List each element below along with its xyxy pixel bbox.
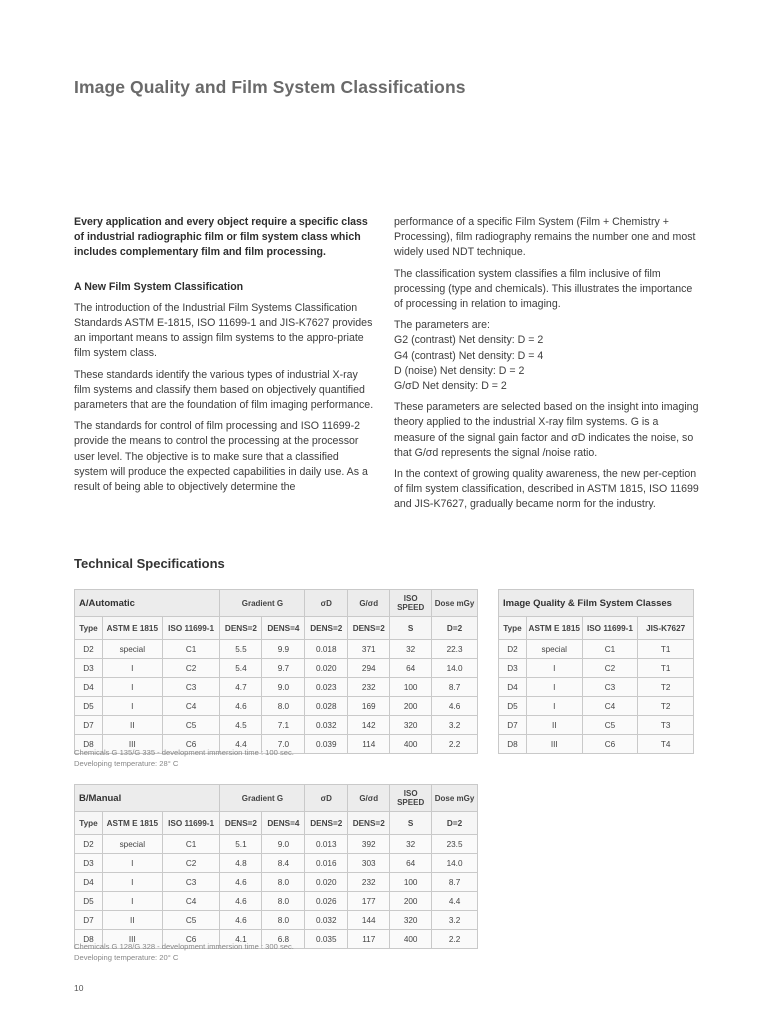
right-column xyxy=(394,215,699,519)
table-cell: 3.2 xyxy=(432,716,478,735)
col-header: JIS-K7627 xyxy=(638,617,694,640)
paragraph: The classification system classifies a film inclusive of film processing (type and chemicals). This illustrates the importance of processing in relation to imaging. xyxy=(394,267,693,311)
table-cell: 6.8 xyxy=(262,930,305,949)
table-cell: T1 xyxy=(638,640,694,659)
table-cell: 100 xyxy=(390,678,432,697)
table-cell: D4 xyxy=(499,678,527,697)
table-cell: I xyxy=(526,659,582,678)
header-dose: Dose mGy xyxy=(432,785,478,812)
header-gradient: Gradient G xyxy=(220,785,305,812)
table-cell: 8.7 xyxy=(432,873,478,892)
table-cell: 4.6 xyxy=(220,873,262,892)
table-cell: 0.020 xyxy=(305,659,348,678)
table-cell: 320 xyxy=(390,716,432,735)
note-line: Developing temperature: 20° C xyxy=(74,953,179,962)
table-cell: 400 xyxy=(390,930,432,949)
table-row xyxy=(75,873,478,892)
table-cell: 8.0 xyxy=(262,697,305,716)
table-cell: 4.6 xyxy=(220,911,262,930)
col-header: Type xyxy=(499,617,527,640)
table-cell: 294 xyxy=(348,659,390,678)
table-cell: D5 xyxy=(75,892,103,911)
table-cell: 0.023 xyxy=(305,678,348,697)
note-line: Developing temperature: 28° C xyxy=(74,759,179,768)
table-cell: 4.6 xyxy=(432,697,478,716)
header-g-sigma: G/σd xyxy=(348,590,390,617)
table-cell: 2.2 xyxy=(432,930,478,949)
paragraph: These standards identify the various types of industrial X-ray film systems and classify them based on objectively quantified parameters that are the foundation of film imaging performance. xyxy=(74,368,374,412)
col-header: DENS=2 xyxy=(348,617,390,640)
table-cell: I xyxy=(526,697,582,716)
col-header: ISO 11699-1 xyxy=(582,617,638,640)
table-cell: II xyxy=(102,911,162,930)
table-cell: 177 xyxy=(348,892,390,911)
table-row xyxy=(75,716,478,735)
table-cell: C2 xyxy=(162,659,220,678)
table-cell: 9.0 xyxy=(262,835,305,854)
table-cell: 32 xyxy=(390,640,432,659)
col-header: S xyxy=(390,812,432,835)
table-cell: C5 xyxy=(162,716,220,735)
table-cell: C5 xyxy=(162,911,220,930)
paragraph: These parameters are selected based on the insight into imaging theory applied to the industrial X-ray film systems. G is a measure of the signal gain factor and σD indicates the noise, so that G/σd represents the signal /noise ratio. xyxy=(394,401,699,459)
table-group-label: B/Manual xyxy=(75,785,220,812)
table-cell: 232 xyxy=(348,678,390,697)
paragraph: The standards for control of film processing and ISO 11699-2 provide the means to control the processing at the processor user level. The objective is to make sure that a classified system will produce the expected capabilities in daily use. As a result of being able to objectively determine the xyxy=(74,420,368,494)
table-cell: 3.2 xyxy=(432,911,478,930)
table-cell: 0.039 xyxy=(305,735,348,754)
table-row xyxy=(499,697,694,716)
table-row xyxy=(75,892,478,911)
table-row xyxy=(75,911,478,930)
table-cell: C4 xyxy=(162,892,220,911)
section-subheading: A New Film System Classification xyxy=(74,280,244,293)
table-cell: 0.035 xyxy=(305,930,348,949)
table-cell: 400 xyxy=(390,735,432,754)
table-row xyxy=(499,640,694,659)
table-cell: 371 xyxy=(348,640,390,659)
table-cell: 4.8 xyxy=(220,854,262,873)
table-cell: 144 xyxy=(348,911,390,930)
table-row xyxy=(499,716,694,735)
table-cell: 14.0 xyxy=(432,854,478,873)
table-cell: C1 xyxy=(162,835,220,854)
table-cell: 64 xyxy=(390,854,432,873)
table-cell: 142 xyxy=(348,716,390,735)
col-header: ASTM E 1815 xyxy=(102,812,162,835)
table-cell: 7.1 xyxy=(262,716,305,735)
paragraph: The introduction of the Industrial Film Systems Classification Standards ASTM E-1815, ISO 11699-1 and JIS-K7627 provides an important means to assign film systems to the appro-priate film system class. xyxy=(74,301,373,360)
table-row xyxy=(75,854,478,873)
table-cell: D3 xyxy=(75,659,103,678)
parameters-line: G2 (contrast) Net density: D = 2 xyxy=(394,334,544,347)
table-cell: 303 xyxy=(348,854,390,873)
table-cell: C6 xyxy=(582,735,638,754)
table-cell: 4.1 xyxy=(220,930,262,949)
table-cell: III xyxy=(102,930,162,949)
table-cell: 64 xyxy=(390,659,432,678)
table-cell: C6 xyxy=(162,930,220,949)
table-row xyxy=(75,678,478,697)
table-cell: special xyxy=(526,640,582,659)
table-cell: 23.5 xyxy=(432,835,478,854)
table-cell: 8.7 xyxy=(432,678,478,697)
table-cell: 8.0 xyxy=(262,892,305,911)
parameters-line: G/σD Net density: D = 2 xyxy=(394,380,507,393)
col-header: ISO 11699-1 xyxy=(162,617,220,640)
table-cell: I xyxy=(102,697,162,716)
table-cell: D2 xyxy=(75,835,103,854)
table-cell: special xyxy=(102,835,162,854)
left-column xyxy=(74,215,374,501)
table-cell: C2 xyxy=(582,659,638,678)
table-cell: C4 xyxy=(162,697,220,716)
table-cell: D8 xyxy=(75,930,103,949)
table-cell: II xyxy=(102,716,162,735)
table-cell: I xyxy=(102,854,162,873)
col-header: DENS=2 xyxy=(305,812,348,835)
manual-notes xyxy=(74,941,294,963)
table-cell: special xyxy=(102,640,162,659)
paragraph: In the context of growing quality awareness, the new per-ception of film system classification, described in ASTM 1815, ISO 11699 and JIS-K7627, gradually became norm for the industry. xyxy=(394,468,699,511)
table-cell: 9.9 xyxy=(262,640,305,659)
table-cell: 4.4 xyxy=(432,892,478,911)
table-cell: C1 xyxy=(162,640,220,659)
col-header: DENS=4 xyxy=(262,617,305,640)
table-cell: C2 xyxy=(162,854,220,873)
table-cell: III xyxy=(526,735,582,754)
table-cell: D4 xyxy=(75,873,103,892)
table-cell: 5.4 xyxy=(220,659,262,678)
table-cell: 7.0 xyxy=(262,735,305,754)
table-group-label: Image Quality & Film System Classes xyxy=(499,590,694,617)
manual-spec-table xyxy=(74,784,478,949)
table-cell: 9.7 xyxy=(262,659,305,678)
col-header: DENS=4 xyxy=(262,812,305,835)
table-cell: D3 xyxy=(499,659,527,678)
table-cell: 4.4 xyxy=(220,735,262,754)
table-cell: D8 xyxy=(499,735,527,754)
table-cell: 22.3 xyxy=(432,640,478,659)
lead-paragraph: Every application and every object require a specific class of industrial radiographic film or film system class which includes complementary film and film processing. xyxy=(74,216,368,259)
table-cell: D7 xyxy=(75,716,103,735)
table-cell: 0.032 xyxy=(305,911,348,930)
table-cell: 5.5 xyxy=(220,640,262,659)
table-row xyxy=(499,678,694,697)
table-cell: I xyxy=(526,678,582,697)
table-cell: 232 xyxy=(348,873,390,892)
col-header: DENS=2 xyxy=(220,812,262,835)
header-dose: Dose mGy xyxy=(432,590,478,617)
table-cell: 200 xyxy=(390,892,432,911)
table-row xyxy=(75,697,478,716)
table-cell: C3 xyxy=(162,873,220,892)
table-cell: D7 xyxy=(75,911,103,930)
table-cell: T2 xyxy=(638,697,694,716)
table-cell: C3 xyxy=(162,678,220,697)
table-row xyxy=(499,735,694,754)
table-cell: 14.0 xyxy=(432,659,478,678)
table-cell: 5.1 xyxy=(220,835,262,854)
table-cell: T3 xyxy=(638,716,694,735)
header-sigma-d: σD xyxy=(305,785,348,812)
table-cell: C4 xyxy=(582,697,638,716)
table-cell: 114 xyxy=(348,735,390,754)
table-cell: D2 xyxy=(75,640,103,659)
table-cell: 8.4 xyxy=(262,854,305,873)
table-cell: C1 xyxy=(582,640,638,659)
table-cell: II xyxy=(526,716,582,735)
table-group-label: A/Automatic xyxy=(75,590,220,617)
table-cell: 0.018 xyxy=(305,640,348,659)
parameters-line: D (noise) Net density: D = 2 xyxy=(394,364,525,377)
table-cell: I xyxy=(102,892,162,911)
parameters-line: The parameters are: xyxy=(394,319,490,332)
header-sigma-d: σD xyxy=(305,590,348,617)
classes-table xyxy=(498,589,694,754)
table-cell: 169 xyxy=(348,697,390,716)
table-cell: 4.6 xyxy=(220,892,262,911)
col-header: S xyxy=(390,617,432,640)
table-cell: 0.028 xyxy=(305,697,348,716)
table-cell: I xyxy=(102,873,162,892)
table-cell: T4 xyxy=(638,735,694,754)
parameters-line: G4 (contrast) Net density: D = 4 xyxy=(394,349,544,362)
note-line: Chemicals G 128/G 328 - development immersion time : 300 sec. xyxy=(74,942,294,951)
table-cell: 4.5 xyxy=(220,716,262,735)
table-cell: 2.2 xyxy=(432,735,478,754)
table-cell: D3 xyxy=(75,854,103,873)
col-header: ASTM E 1815 xyxy=(102,617,162,640)
col-header: ASTM E 1815 xyxy=(526,617,582,640)
table-cell: C6 xyxy=(162,735,220,754)
table-cell: 8.0 xyxy=(262,911,305,930)
header-gradient: Gradient G xyxy=(220,590,305,617)
page-number: 10 xyxy=(74,983,84,993)
table-cell: 32 xyxy=(390,835,432,854)
table-cell: T1 xyxy=(638,659,694,678)
table-cell: I xyxy=(102,659,162,678)
header-iso-speed: ISO SPEED xyxy=(390,590,432,617)
table-cell: C3 xyxy=(582,678,638,697)
table-cell: 0.020 xyxy=(305,873,348,892)
table-cell: 4.6 xyxy=(220,697,262,716)
col-header: Type xyxy=(75,812,103,835)
table-cell: I xyxy=(102,678,162,697)
col-header: ISO 11699-1 xyxy=(162,812,220,835)
table-cell: 320 xyxy=(390,911,432,930)
table-cell: 0.016 xyxy=(305,854,348,873)
table-cell: 8.0 xyxy=(262,873,305,892)
table-cell: 0.013 xyxy=(305,835,348,854)
table-cell: 100 xyxy=(390,873,432,892)
table-row xyxy=(499,659,694,678)
table-cell: 4.7 xyxy=(220,678,262,697)
table-cell: 392 xyxy=(348,835,390,854)
table-cell: 0.032 xyxy=(305,716,348,735)
table-cell: C5 xyxy=(582,716,638,735)
table-cell: T2 xyxy=(638,678,694,697)
header-iso-speed: ISO SPEED xyxy=(390,785,432,812)
note-line: Chemicals G 135/G 335 - development immersion time : 100 sec. xyxy=(74,748,294,757)
col-header: DENS=2 xyxy=(305,617,348,640)
table-cell: D5 xyxy=(499,697,527,716)
paragraph: performance of a specific Film System (Film + Chemistry + Processing), film radiography remains the number one and most widely used NDT technique. xyxy=(394,216,696,259)
automatic-notes xyxy=(74,747,294,769)
table-row xyxy=(75,640,478,659)
automatic-spec-table xyxy=(74,589,478,754)
table-row xyxy=(75,835,478,854)
table-cell: III xyxy=(102,735,162,754)
col-header: DENS=2 xyxy=(348,812,390,835)
col-header: D=2 xyxy=(432,812,478,835)
table-cell: D5 xyxy=(75,697,103,716)
table-cell: 9.0 xyxy=(262,678,305,697)
table-row xyxy=(75,659,478,678)
table-cell: 200 xyxy=(390,697,432,716)
table-cell: D2 xyxy=(499,640,527,659)
col-header: Type xyxy=(75,617,103,640)
table-cell: 0.026 xyxy=(305,892,348,911)
table-cell: 117 xyxy=(348,930,390,949)
table-cell: D8 xyxy=(75,735,103,754)
header-g-sigma: G/σd xyxy=(348,785,390,812)
parameters-list xyxy=(394,318,699,394)
technical-specifications-heading: Technical Specifications xyxy=(74,556,225,571)
table-cell: D7 xyxy=(499,716,527,735)
col-header: DENS=2 xyxy=(220,617,262,640)
col-header: D=2 xyxy=(432,617,478,640)
table-cell: D4 xyxy=(75,678,103,697)
page-title: Image Quality and Film System Classifications xyxy=(74,77,466,97)
